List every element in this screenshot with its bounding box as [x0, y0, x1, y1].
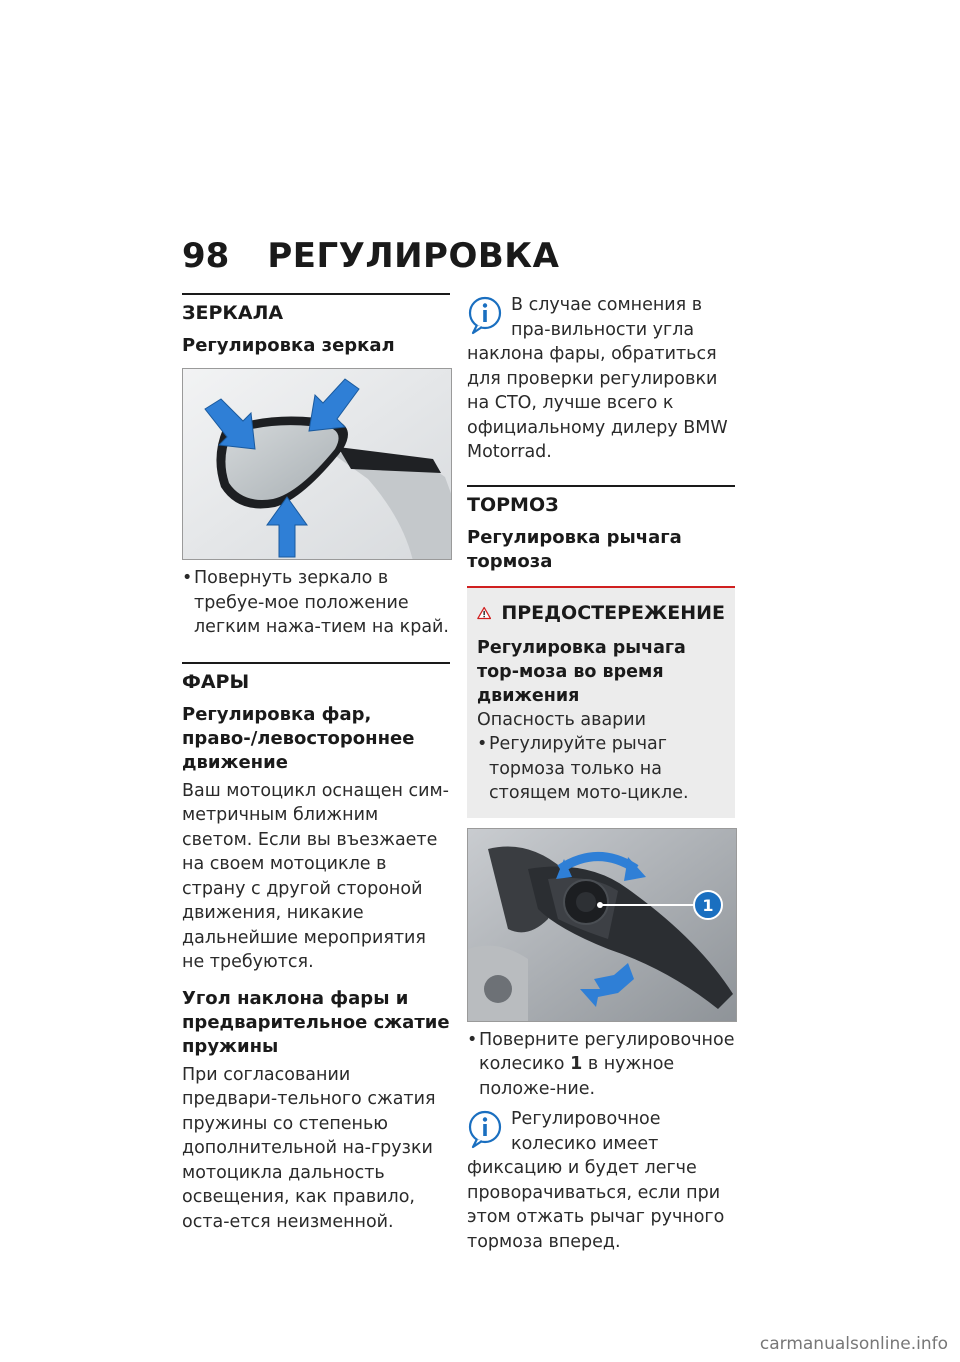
list-item: • Поверните регулировочное колесико 1 в нужное положе-ние.	[467, 1028, 735, 1102]
page-header	[182, 236, 559, 276]
brake-info-text: Регулировочное колесико имеет фиксацию и будет легче проворачиваться, если при этом отжать рычаг ручного тормоза вперед.	[467, 1109, 725, 1252]
mirror-illustration	[183, 369, 452, 560]
right-column	[467, 293, 735, 1254]
warning-subtitle: Регулировка рычага тор-моза во время движения	[477, 637, 686, 706]
warning-instruction: Регулируйте рычаг тормоза только на стоящем мото-цикле.	[489, 734, 689, 803]
warning-text: Опасность аварии	[477, 709, 647, 730]
brake-lever-illustration	[468, 829, 737, 1022]
warning-box	[467, 586, 735, 818]
headlights-heading: ФАРЫ	[182, 670, 250, 693]
brake-instruction: Поверните регулировочное колесико 1 в нужное положе-ние.	[479, 1029, 735, 1099]
callout-number: 1	[702, 895, 714, 915]
warning-header	[477, 598, 725, 628]
info-note	[467, 1107, 735, 1254]
headlights-subheading: Регулировка фар, право-/левостороннее движение	[182, 703, 415, 773]
section-rule	[182, 293, 450, 295]
watermark-footer: carmanualsonline.info	[759, 1334, 948, 1354]
brake-heading: ТОРМОЗ	[467, 493, 559, 516]
page-number: 98	[182, 236, 230, 276]
section-rule	[182, 662, 450, 664]
headlight-info-text: В случае сомнения в пра-вильности угла наклона фары, обратиться для проверки регулировки на СТО, лучше всего к официальному дилеру BMW Motorrad.	[467, 295, 728, 462]
list-item: • Регулируйте рычаг тормоза только на стоящем мото-цикле.	[477, 732, 725, 806]
warning-title: ПРЕДОСТЕРЕЖЕНИЕ	[501, 601, 725, 624]
callout-reference: 1	[570, 1054, 583, 1074]
mirrors-subheading: Регулировка зеркал	[182, 335, 395, 356]
left-column	[182, 293, 450, 1234]
warning-icon	[477, 598, 491, 628]
brake-lever-figure	[467, 828, 737, 1022]
headlight-angle-paragraph: При согласовании предвари-тельного сжатия пружины со степенью дополнительной на-грузки мотоцикла дальность освещения, как правило, оста-ется неизменной.	[182, 1064, 436, 1232]
headlights-paragraph: Ваш мотоцикл оснащен сим-метричным ближним светом. Если вы въезжаете на своем мотоцикле в страну с другой стороной движения, никакие дальнейшие мероприятия не требуются.	[182, 780, 449, 972]
page-title: РЕГУЛИРОВКА	[267, 236, 560, 276]
headlight-angle-subheading: Угол наклона фары и предварительное сжатие пружины	[182, 987, 450, 1057]
mirrors-heading: ЗЕРКАЛА	[182, 302, 284, 324]
brake-subheading: Регулировка рычага тормоза	[467, 526, 682, 572]
info-icon	[467, 295, 503, 335]
section-rule	[467, 485, 735, 487]
info-note	[467, 293, 735, 465]
mirror-figure	[182, 368, 452, 560]
info-icon	[467, 1109, 503, 1149]
list-item: • Повернуть зеркало в требуе-мое положение легким нажа-тием на край.	[182, 566, 450, 640]
mirrors-instruction: Повернуть зеркало в требуе-мое положение легким нажа-тием на край.	[194, 568, 449, 637]
